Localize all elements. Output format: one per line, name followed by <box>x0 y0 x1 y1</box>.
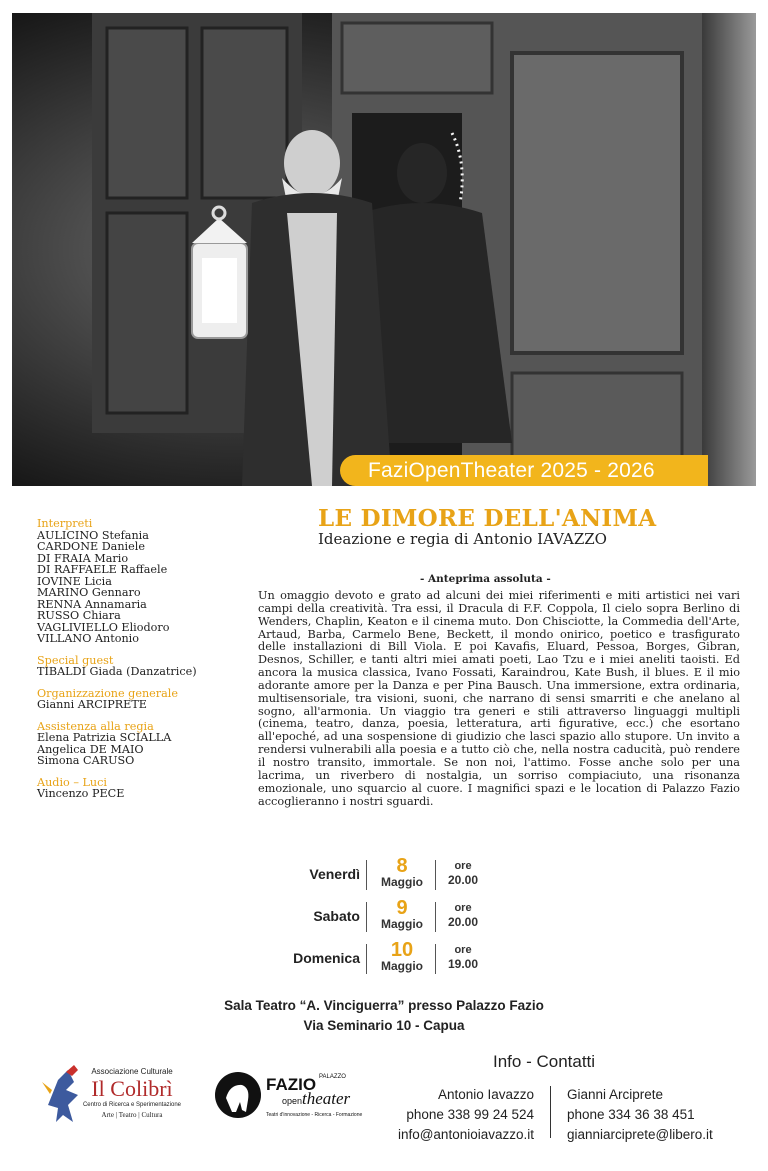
cast-member: MARINO Gennaro <box>37 586 141 599</box>
cast-member: Angelica DE MAIO <box>37 742 144 756</box>
contact-email[interactable]: info@antonioiavazzo.it <box>397 1127 534 1142</box>
venue <box>0 996 768 1036</box>
season-banner: FaziOpenTheater 2025 - 2026 <box>340 455 708 486</box>
cast-member: CARDONE Daniele <box>37 540 145 553</box>
cast-member: RUSSO Chiara <box>37 609 121 622</box>
date-day: Sabato <box>313 908 360 924</box>
date-number: 8 <box>396 855 408 877</box>
date-divider <box>366 944 367 974</box>
date-time: 20.00 <box>447 873 479 887</box>
hero-illustration <box>12 13 756 486</box>
cast-group-title: Interpreti <box>37 517 93 530</box>
contact-arciprete <box>567 1085 747 1145</box>
cast-group-title: Special guest <box>37 653 114 667</box>
preview-label: - Anteprima assoluta - <box>420 573 551 585</box>
cast-member: TIBALDI Giada (Danzatrice) <box>37 665 197 678</box>
cast-member: DI FRAIA Mario <box>37 551 129 565</box>
date-time: 19.00 <box>447 957 479 971</box>
hero-photo <box>12 13 756 486</box>
cast-member: VAGLIVIELLO Eliodoro <box>37 620 170 634</box>
date-ore-label: ore <box>454 944 472 956</box>
date-divider <box>435 902 436 932</box>
date-ore-label: ore <box>454 860 472 872</box>
cast-member: Vincenzo PECE <box>37 787 125 800</box>
cast-group-title: Organizzazione generale <box>37 686 179 700</box>
contact-email[interactable]: gianniarciprete@libero.it <box>567 1127 713 1142</box>
contacts-title: Info - Contatti <box>493 1052 596 1071</box>
fazio-open: open <box>282 1096 303 1106</box>
date-ore-label: ore <box>454 902 472 914</box>
venue-name: Sala Teatro “A. Vinciguerra” presso Palazzo Fazio <box>224 998 544 1013</box>
contact-phone[interactable]: phone 334 36 38 451 <box>567 1107 695 1122</box>
cast-member: RENNA Annamaria <box>37 597 147 611</box>
colibri-logo <box>38 1060 193 1130</box>
fazio-palazzo: PALAZZO <box>319 1074 346 1080</box>
date-month: Maggio <box>381 875 423 889</box>
cast-member: Gianni ARCIPRETE <box>37 698 147 711</box>
colibri-tags: Arte | Teatro | Cultura <box>101 1111 163 1119</box>
cast-list <box>37 518 277 800</box>
cast-member: IOVINE Licia <box>37 574 112 588</box>
date-month: Maggio <box>381 959 423 973</box>
colibri-top: Associazione Culturale <box>91 1067 173 1076</box>
contact-phone[interactable]: phone 338 99 24 524 <box>406 1107 534 1122</box>
cast-group-title: Assistenza alla regia <box>37 719 154 733</box>
date-divider <box>366 902 367 932</box>
date-day: Venerdì <box>309 866 360 882</box>
contacts-divider <box>550 1086 551 1138</box>
contact-name: Gianni Arciprete <box>567 1087 664 1102</box>
fazio-word: FAZIO <box>266 1075 317 1094</box>
cast-member: AULICINO Stefania <box>37 528 149 542</box>
colibri-bird-icon <box>38 1060 193 1130</box>
date-divider <box>435 860 436 890</box>
fazio-sub: Teatri d'innovazione - Ricerca - Formazione <box>266 1112 363 1118</box>
cast-group-title: Audio – Luci <box>37 775 107 789</box>
date-divider <box>366 860 367 890</box>
cast-member: DI RAFFAELE Raffaele <box>37 563 168 576</box>
colibri-name: Il Colibrì <box>91 1076 173 1101</box>
colibri-sub: Centro di Ricerca e Sperimentazione <box>82 1102 182 1108</box>
fazio-theater: theater <box>302 1089 351 1108</box>
date-divider <box>435 944 436 974</box>
show-subtitle: Ideazione e regia di Antonio IAVAZZO <box>318 530 607 548</box>
date-number: 9 <box>396 897 408 919</box>
venue-address: Via Seminario 10 - Capua <box>303 1018 465 1033</box>
date-number: 10 <box>390 939 414 961</box>
fazio-logo <box>214 1060 364 1130</box>
contact-name: Antonio Iavazzo <box>437 1087 534 1102</box>
date-month: Maggio <box>381 917 423 931</box>
cast-member: VILLANO Antonio <box>37 632 139 645</box>
show-description: Un omaggio devoto e grato ad alcuni dei miei riferimenti e miti artistici nei vari campi della creatività. Tra essi, il Dracula di F.F. Coppola, Il cielo sopra Berlino di Wenders, Chaplin, Keaton e il cinema muto. Don Chisciotte, la Commedia dell'Arte, Artaud, Barba, Carmelo Bene, Beckett, il mondo onirico, poetico e trasfigurato delle installazioni di Bill Viola. E poi Kavafis, Eluard, Pessoa, Borges, Gibran, Desnos, Schiller, e tanti altri miei amati poeti, Lao Tzu e i miei aneliti taoisti. Ed ancora la musica classica, Ivano Fossati, Karaindrou, Kate Bush, il blues. E il mio adorante amore per la Danza e per Pina Bausch. Una immersione, extra ordinaria, multisensoriale, tra visioni, suoni, che narrano di sensi smarriti e che anelano al sogno, all'armonia. Un viaggio tra generi e stili attraverso linguaggi multipli (cinema, teatro, danza, poesia, letteratura, arti figurative, ecc.) che esortano all'epoché, ad una sospensione di giudizio che lasci spazio allo stupore. Un invito a rendersi vulnerabili alla poesia e a tutto ciò che, nella nostra caducità, può rendere il nostro transito, immortale. Se non noi, l'attimo. Fosse anche solo per una lacrima, un riverbero di nostalgia, un sorriso compiaciuto, una risonanza emozionale, uno squarcio al cuore. I magnifici spazi e le location di Palazzo Fazio accoglieranno i nostri sguardi. <box>258 589 740 808</box>
date-day: Domenica <box>293 950 360 966</box>
cast-member: Elena Patrizia SCIALLA <box>37 731 172 744</box>
contact-iavazzo <box>384 1085 534 1145</box>
date-time: 20.00 <box>447 915 479 929</box>
cast-member: Simona CARUSO <box>37 754 135 767</box>
show-title: LE DIMORE DELL'ANIMA <box>318 505 657 532</box>
fazio-elephant-icon <box>214 1060 364 1130</box>
